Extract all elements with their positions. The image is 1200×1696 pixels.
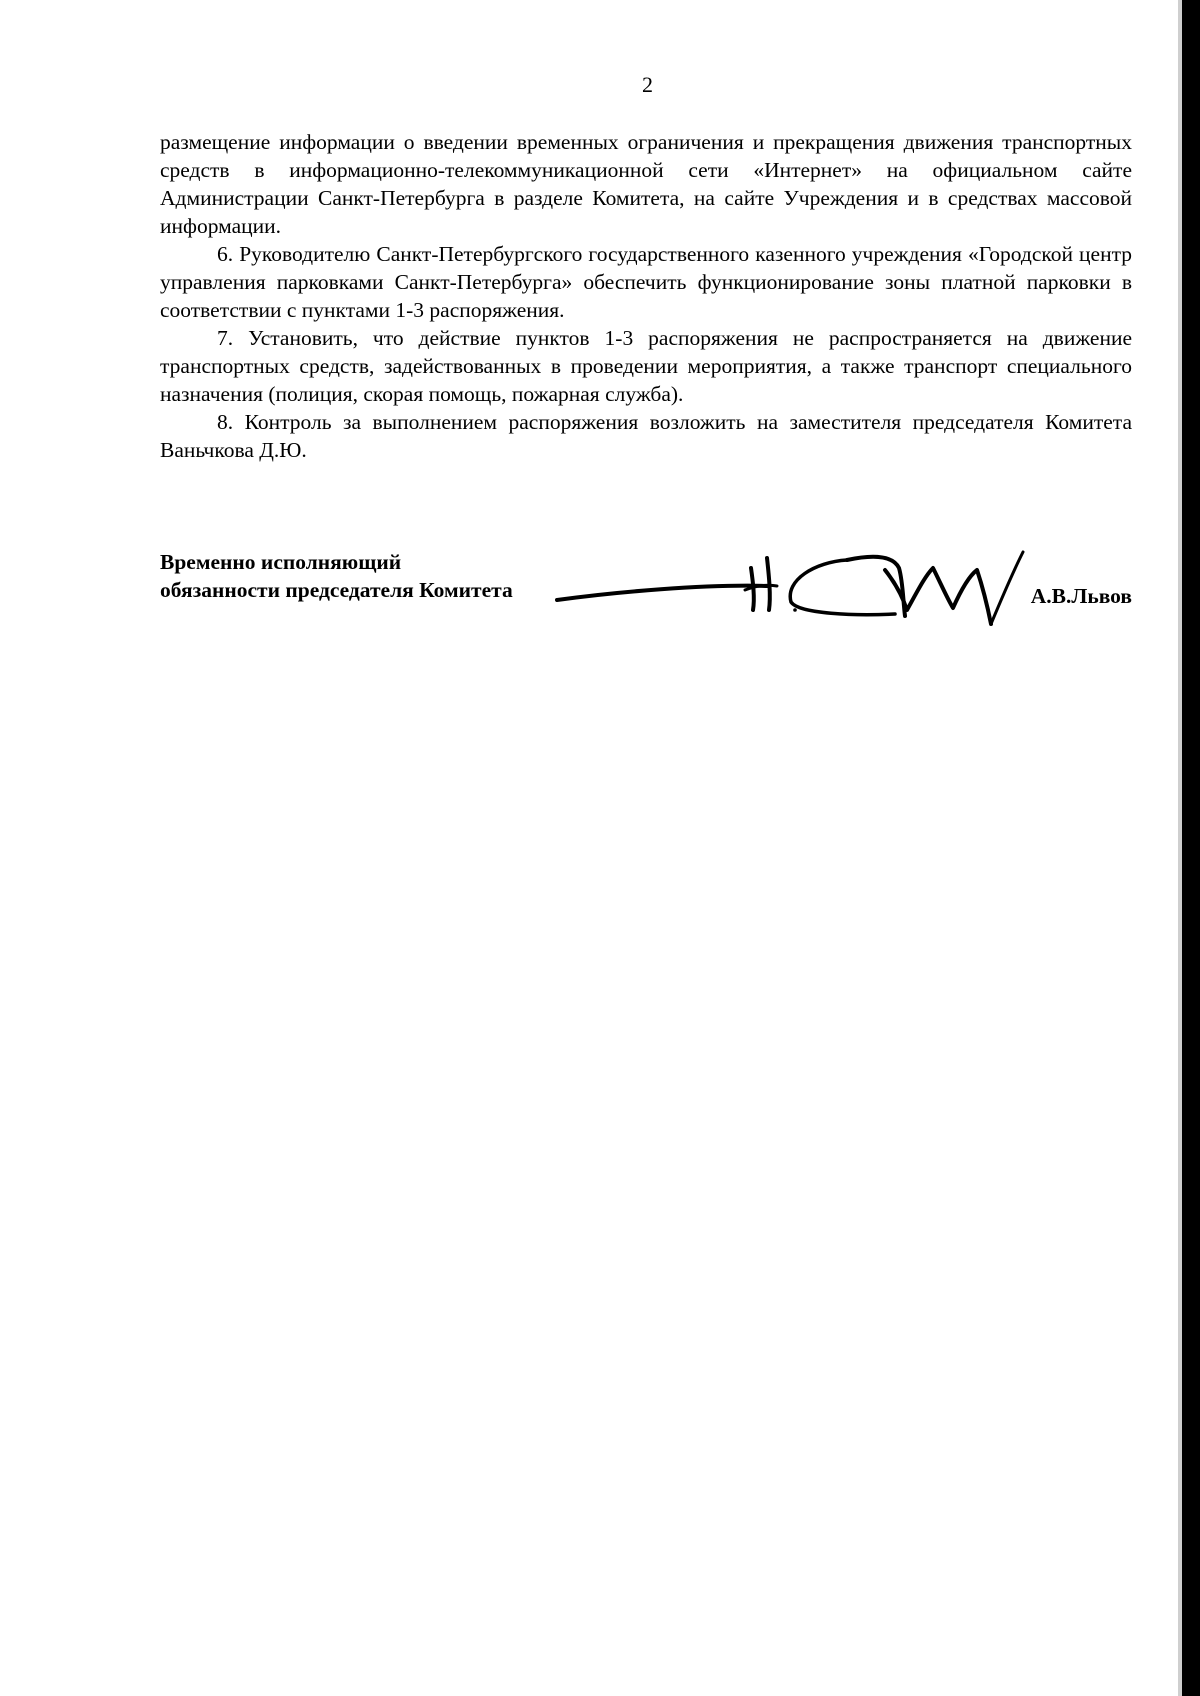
signatory-title [160,548,513,604]
paragraph-item-8: 8. Контроль за выполнением распоряжения возложить на заместителя председателя Комитета Ваньчкова Д.Ю. [160,410,1132,462]
page-edge-border [1182,0,1200,1696]
signatory-name: А.В.Львов [1030,584,1132,608]
signatory-title-line1: Временно исполняющий [160,550,402,574]
page-number: 2 [642,72,653,97]
handwritten-signature [555,540,1025,628]
paragraph-item-7: 7. Установить, что действие пунктов 1-3 распоряжения не распространяется на движение транспортных средств, задействованных в проведении мероприятия, а также транспорт специального назначения (полиция, скорая помощь, пожарная служба). [160,326,1132,406]
signature-block [160,548,1132,628]
document-body [160,128,1132,464]
paragraph-item-6: 6. Руководителю Санкт-Петербургского государственного казенного учреждения «Городской центр управления парковками Санкт-Петербурга» обеспечить функционирование зоны платной парковки в соответствии с пунктами 1-3 распоряжения. [160,242,1132,322]
paragraph-continuation: размещение информации о введении временных ограничения и прекращения движения транспортных средств в информационно-телекоммуникационной сети «Интернет» на официальном сайте Администрации Санкт-Петербурга в разделе Комитета, на сайте Учреждения и в средствах массовой информации. [160,130,1132,238]
signatory-title-line2: обязанности председателя Комитета [160,578,513,602]
